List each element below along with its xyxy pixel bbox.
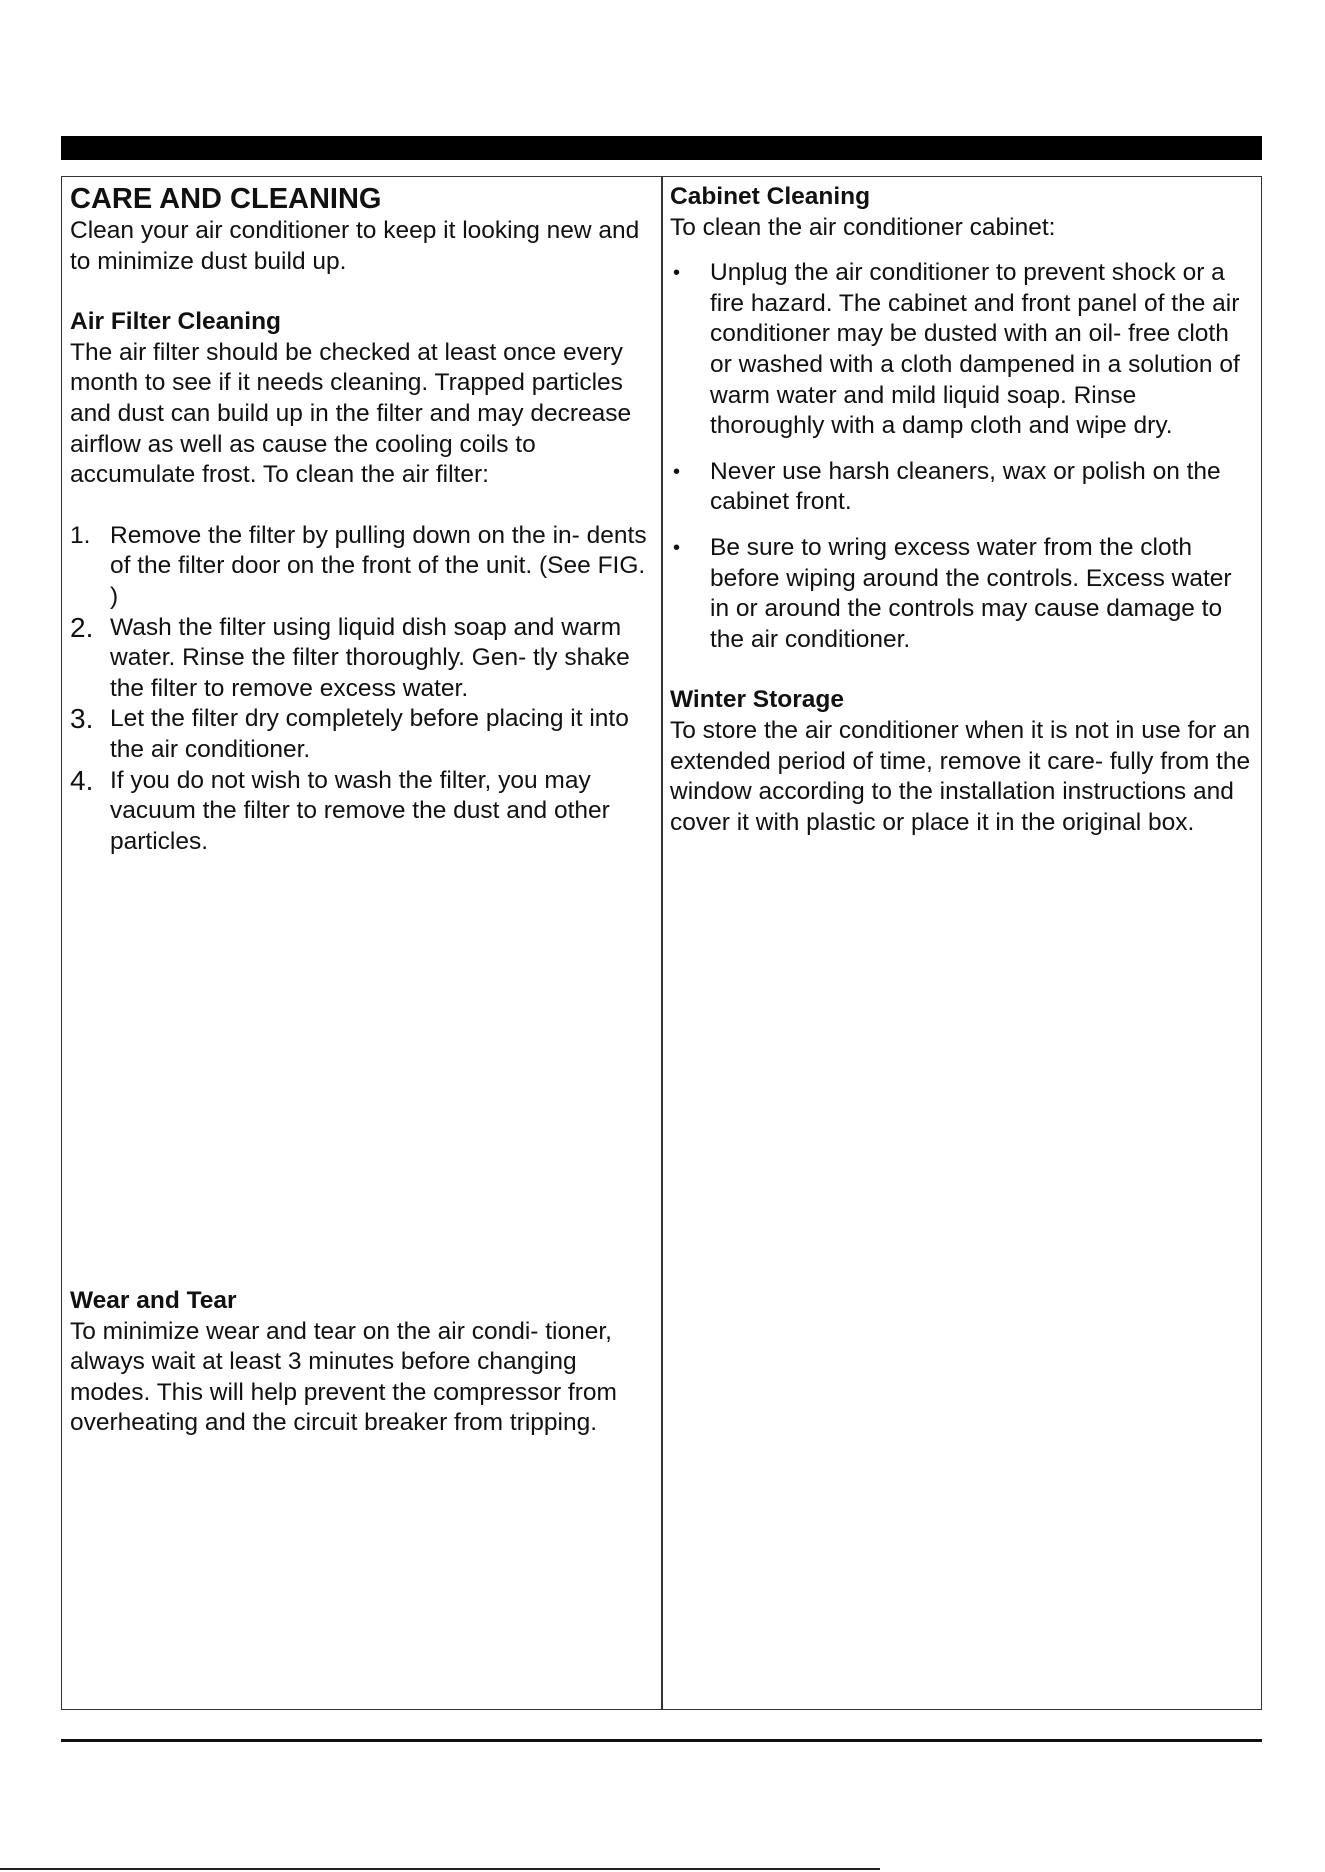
wear-body: To minimize wear and tear on the air condi- tioner, always wait at least 3 minutes before changing modes. This will help prevent the compressor from overheating and the circuit breaker from tripping.	[70, 1317, 617, 1437]
bullet-icon: •	[673, 460, 681, 483]
step-text: Wash the filter using liquid dish soap and warm water. Rinse the filter thoroughly. Gen- tly shake the filter to remove excess water.	[110, 613, 630, 702]
footer-rule	[0, 1868, 880, 1870]
header-bar	[61, 136, 1262, 160]
air-filter-heading: Air Filter Cleaning	[70, 308, 282, 336]
bullet-text: Never use harsh cleaners, wax or polish on the cabinet front.	[710, 457, 1221, 516]
step-text: If you do not wish to wash the filter, you may vacuum the filter to remove the dust and other particles.	[110, 766, 610, 855]
bullet-text: Unplug the air conditioner to prevent shock or a fire hazard. The cabinet and front panel of the air conditioner may be dusted with an oil- free cloth or washed with a cloth dampened in a solution of warm water and mild liquid soap. Rinse thoroughly with a damp cloth and wipe dry.	[710, 259, 1240, 440]
step-text: Let the filter dry completely before placing it into the air conditioner.	[110, 705, 629, 763]
wear-heading: Wear and Tear	[70, 1287, 237, 1314]
step-text: Remove the filter by pulling down on the in- dents of the filter door on the front of the unit. (See FIG. )	[110, 521, 647, 610]
bullet-icon: •	[673, 536, 681, 559]
list-item	[670, 258, 1255, 442]
step-number: 1.	[70, 521, 91, 549]
list-item	[70, 704, 652, 765]
list-item	[70, 521, 652, 613]
left-column	[70, 182, 652, 857]
page-title: CARE AND CLEANING	[70, 183, 382, 215]
step-number: 4.	[70, 764, 94, 796]
cabinet-intro: To clean the air conditioner cabinet:	[670, 213, 1056, 241]
bullet-text: Be sure to wring excess water from the cloth before wiping around the controls. Excess water in or around the controls may cause damage to the air conditioner.	[710, 533, 1232, 653]
winter-body: To store the air conditioner when it is not in use for an extended period of time, remove it care- fully from the window according to the installation instructions and cover it with plastic or place it in the original box.	[670, 716, 1251, 836]
list-item	[70, 613, 652, 705]
bullet-icon: •	[673, 262, 681, 285]
column-divider	[661, 176, 663, 1710]
air-filter-body: The air filter should be checked at least once every month to see if it needs cleaning. Trapped particles and dust can build up in the filter and may decrease airflow as well as cause the cooling coils to accumulate frost. To clean the air filter:	[70, 338, 632, 489]
list-item	[670, 457, 1255, 518]
air-filter-steps	[70, 521, 652, 858]
intro-text: Clean your air conditioner to keep it looking new and to minimize dust build up.	[70, 217, 640, 275]
right-column	[670, 182, 1255, 838]
list-item	[670, 533, 1255, 655]
winter-heading: Winter Storage	[670, 686, 845, 714]
list-item	[70, 766, 652, 858]
cabinet-heading: Cabinet Cleaning	[670, 183, 871, 210]
step-number: 3.	[70, 703, 94, 735]
cabinet-bullets	[670, 258, 1255, 655]
bottom-rule	[61, 1739, 1262, 1742]
wear-section	[70, 1286, 652, 1439]
step-number: 2.	[70, 611, 94, 643]
